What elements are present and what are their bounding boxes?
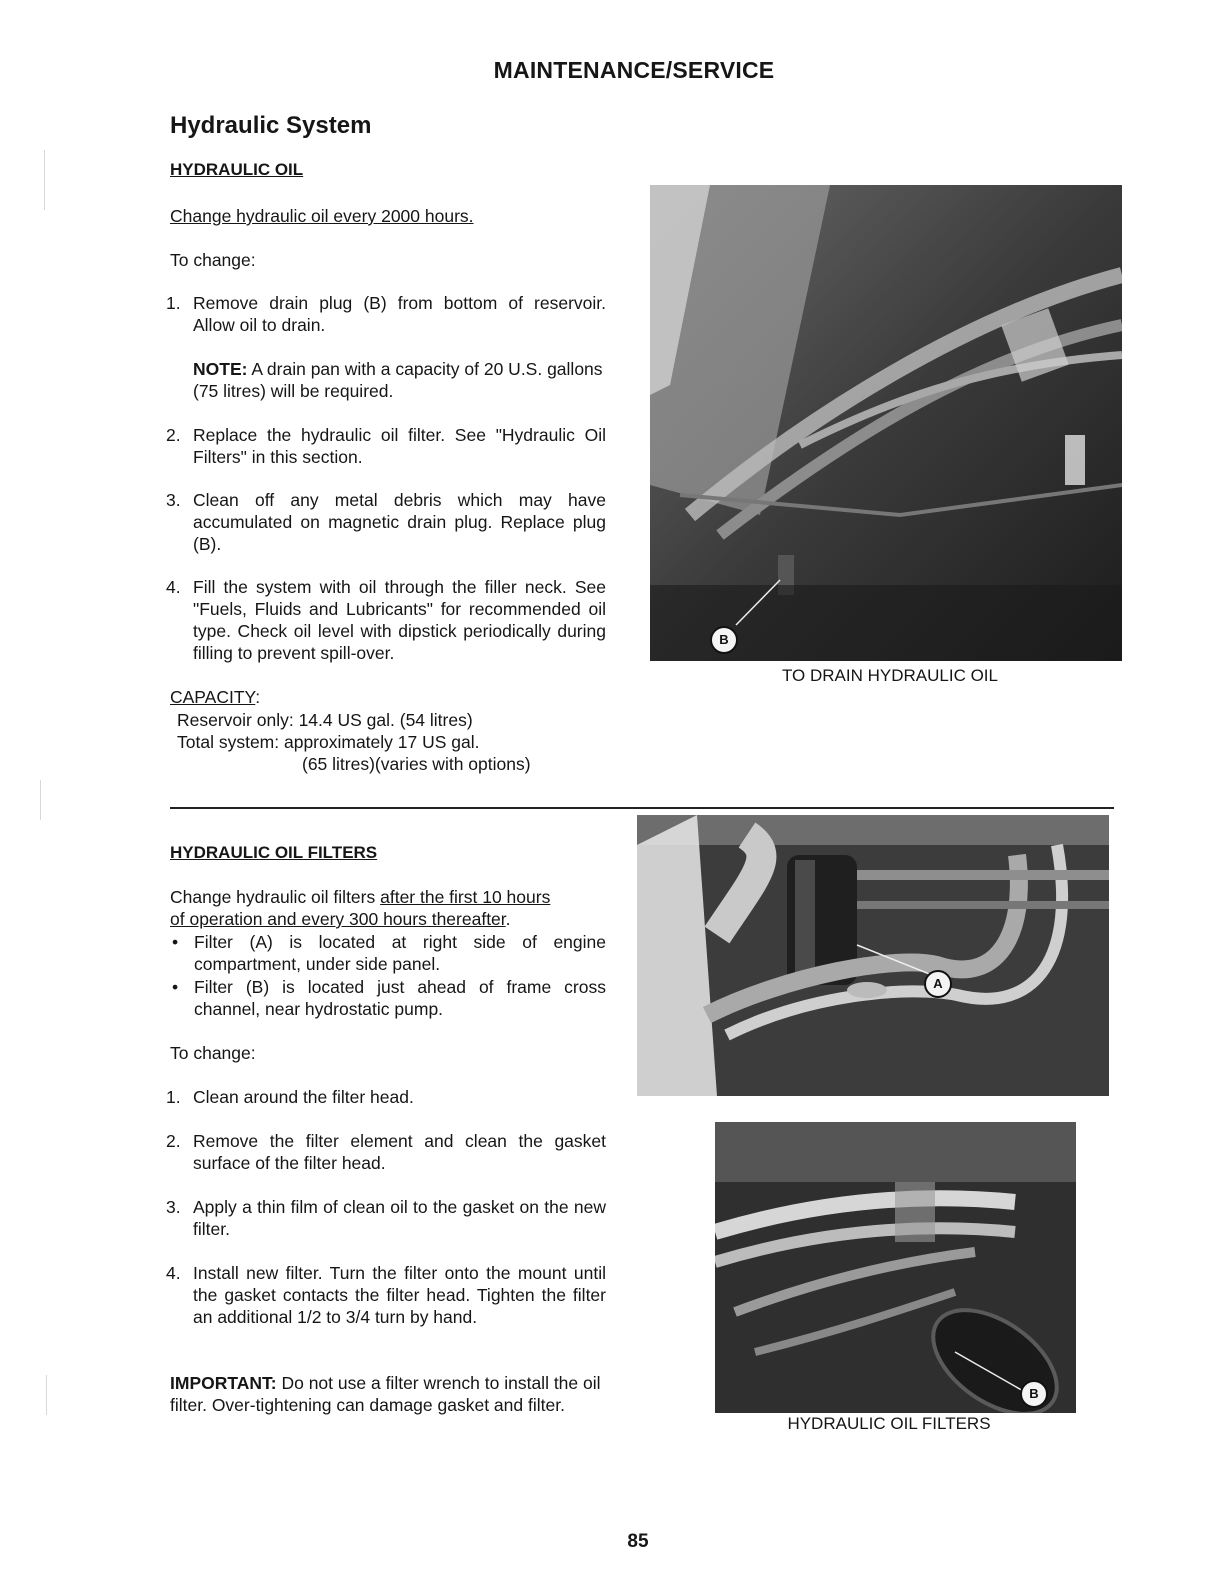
scan-mark bbox=[40, 780, 41, 820]
oil-step-4 bbox=[166, 576, 606, 664]
oil-step-3 bbox=[166, 489, 606, 555]
bullet-text: Filter (A) is located at right side of engine compartment, under side panel. bbox=[194, 932, 606, 974]
important-note bbox=[170, 1372, 606, 1416]
filters-intro-end: . bbox=[505, 909, 511, 929]
oil-step-1 bbox=[166, 292, 606, 336]
callout-b: B bbox=[710, 626, 738, 654]
oil-change-interval: Change hydraulic oil every 2000 hours. bbox=[170, 206, 474, 226]
capacity-colon: : bbox=[255, 687, 261, 707]
important-label: IMPORTANT: bbox=[170, 1373, 277, 1393]
filter-step-1 bbox=[166, 1086, 606, 1108]
note-text: A drain pan with a capacity of 20 U.S. gallons (75 litres) will be required. bbox=[193, 359, 603, 401]
capacity-total-note: (65 litres)(varies with options) bbox=[302, 754, 531, 774]
scan-mark bbox=[46, 1375, 47, 1415]
step-text: Remove drain plug (B) from bottom of reservoir. Allow oil to drain. bbox=[193, 293, 606, 335]
page-header: MAINTENANCE/SERVICE bbox=[493, 57, 775, 83]
callout-a: A bbox=[924, 970, 952, 998]
filter-a-photo bbox=[637, 815, 1109, 1096]
hydraulic-oil-heading: HYDRAULIC OIL bbox=[170, 160, 304, 179]
filter-b-photo bbox=[715, 1122, 1076, 1413]
filter-b-illustration bbox=[715, 1122, 1076, 1413]
oil-step-2 bbox=[166, 424, 606, 468]
filters-photo-caption: HYDRAULIC OIL FILTERS bbox=[787, 1414, 991, 1433]
drain-photo-illustration bbox=[650, 185, 1122, 661]
section-divider bbox=[170, 807, 1114, 809]
filter-step-3 bbox=[166, 1196, 606, 1240]
capacity-label: CAPACITY bbox=[170, 687, 256, 707]
step-number: 3. bbox=[166, 1197, 181, 1217]
filter-bullet-a bbox=[172, 931, 606, 975]
oil-to-change-label: To change: bbox=[170, 250, 256, 270]
step-number: 2. bbox=[166, 425, 181, 445]
note-label: NOTE: bbox=[193, 359, 248, 379]
filters-intro-underlined-2: of operation and every 300 hours thereafter bbox=[170, 909, 506, 929]
step-number: 1. bbox=[166, 1087, 181, 1107]
step-text: Install new filter. Turn the filter onto the mount until the gasket contacts the filter head. Tighten the filter an additional 1/2 to 3/4 turn by hand. bbox=[193, 1263, 606, 1327]
step-text: Remove the filter element and clean the gasket surface of the filter head. bbox=[193, 1131, 606, 1173]
step-number: 2. bbox=[166, 1131, 181, 1151]
filters-intro bbox=[170, 886, 610, 930]
drain-photo-caption: TO DRAIN HYDRAULIC OIL bbox=[781, 666, 998, 685]
step-text: Fill the system with oil through the filler neck. See "Fuels, Fluids and Lubricants" for recommended oil type. Check oil level with dipstick periodically during filling to prevent spill-over. bbox=[193, 577, 606, 663]
section-title: Hydraulic System bbox=[170, 112, 372, 139]
step-number: 4. bbox=[166, 1263, 181, 1283]
oil-note bbox=[193, 358, 603, 402]
drain-photo bbox=[650, 185, 1122, 661]
step-number: 1. bbox=[166, 293, 181, 313]
bullet-text: Filter (B) is located just ahead of frame cross channel, near hydrostatic pump. bbox=[194, 977, 606, 1019]
step-number: 4. bbox=[166, 577, 181, 597]
filters-intro-underlined: after the first 10 hours bbox=[380, 887, 551, 907]
filter-step-2 bbox=[166, 1130, 606, 1174]
capacity-heading bbox=[170, 686, 260, 708]
bullet-symbol: • bbox=[172, 977, 179, 997]
filters-to-change-label: To change: bbox=[170, 1043, 256, 1063]
step-text: Replace the hydraulic oil filter. See "Hydraulic Oil Filters" in this section. bbox=[193, 425, 606, 467]
step-number: 3. bbox=[166, 490, 181, 510]
important-text: Do not use a filter wrench to install the oil filter. Over-tightening can damage gasket and filter. bbox=[170, 1373, 601, 1415]
capacity-total: Total system: approximately 17 US gal. bbox=[177, 732, 480, 752]
filters-heading: HYDRAULIC OIL FILTERS bbox=[170, 843, 378, 862]
step-text: Clean around the filter head. bbox=[193, 1087, 414, 1107]
filter-step-4 bbox=[166, 1262, 606, 1328]
step-text: Clean off any metal debris which may have accumulated on magnetic drain plug. Replace plug (B). bbox=[193, 490, 606, 554]
step-text: Apply a thin film of clean oil to the gasket on the new filter. bbox=[193, 1197, 606, 1239]
filters-intro-plain: Change hydraulic oil filters bbox=[170, 887, 381, 907]
filter-a-illustration bbox=[637, 815, 1109, 1096]
capacity-reservoir: Reservoir only: 14.4 US gal. (54 litres) bbox=[177, 710, 473, 730]
scan-mark bbox=[44, 150, 45, 210]
callout-b: B bbox=[1020, 1380, 1048, 1408]
page-number: 85 bbox=[627, 1531, 649, 1552]
filter-bullet-b bbox=[172, 976, 606, 1020]
bullet-symbol: • bbox=[172, 932, 179, 952]
